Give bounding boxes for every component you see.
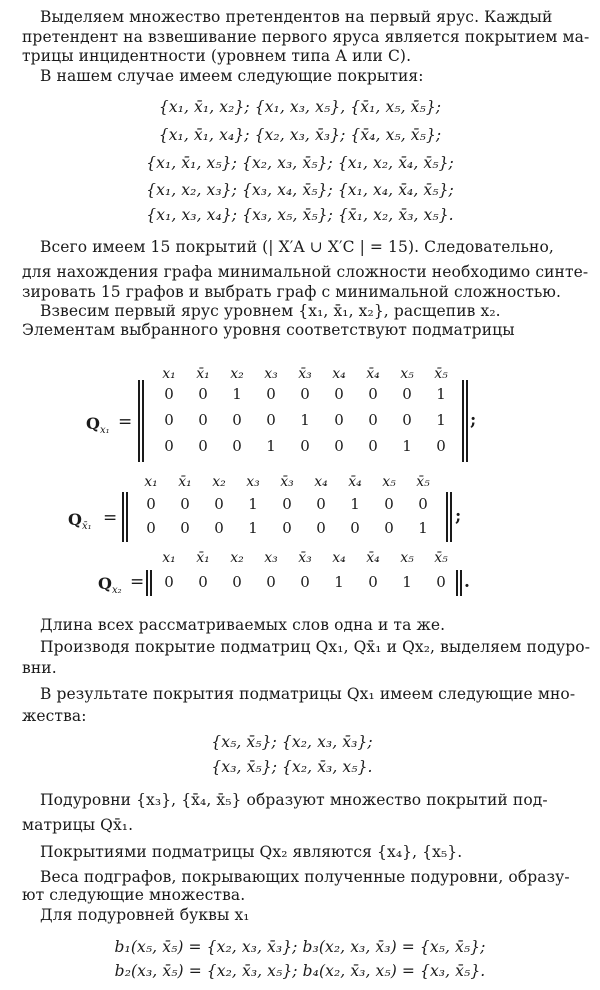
paragraph-line: Для подуровней буквы x₁ [40,906,250,924]
matrix-bracket-left [142,380,144,462]
subset-line: {x₃, x̄₅}; {x₂, x̄₃, x₅}. [211,758,373,776]
weight-formula-line: b₂(x₃, x̄₅) = {x₂, x̄₃, x₅}; b₄(x₂, x̄₃, x₅) = {x₃, x̄₅}. [114,962,486,980]
matrix-bracket-left [146,570,148,596]
paragraph-line: Покрытиями подматрицы Qx₂ являются {x₄}, {x₅}. [40,843,463,861]
paragraph-line: жества: [22,707,87,725]
equals-sign: = [130,572,145,592]
matrix-label-q-x1-bar: $Q_{x̄_1}$ [68,510,92,533]
matrix-label-q-x2: $Q_{x_2}$ [98,574,122,597]
cover-set-line: {x₁, x₃, x₄}; {x₃, x₅, x̄₅}; {x̄₁, x₂, x̄₃, x₅}. [146,206,454,224]
paragraph-line: трицы инцидентности (уровнем типа А или С). [22,47,412,65]
paragraph-line: Веса подграфов, покрывающих полученные подуровни, образу- [40,868,570,886]
matrix-bracket-left [126,492,128,542]
matrix-row: 0 0 0 1 0 0 0 1 0 [164,437,446,455]
paragraph-line: Подуровни {x₃}, {x̄₄, x̄₅} образуют множество покрытий под- [40,791,548,809]
paragraph-line: претендент на взвешивание первого яруса является покрытием ма- [22,28,590,46]
matrix-row: 0 0 0 1 0 0 0 0 1 [146,519,428,537]
paragraph-line: зировать 15 графов и выбрать граф с минимальной сложностью. [22,283,562,301]
matrix-label-q-x1: $Q_{x_1}$ [86,414,110,437]
matrix-bracket-right [450,492,452,542]
cover-set-line: {x₁, x̄₁, x₂}; {x₁, x₃, x₅}, {x̄₁, x₅, x̄₅}; [158,98,442,116]
matrix-punct: . [464,572,470,592]
paragraph-line: Взвесим первый ярус уровнем {x₁, x̄₁, x₂}, расщепив x₂. [40,302,501,320]
matrix-bracket-right [466,380,468,462]
cover-set-line: {x₁, x̄₁, x₅}; {x₂, x₃, x̄₅}; {x₁, x₂, x̄₄, x̄₅}; [146,154,454,172]
paragraph-line: Производя покрытие подматриц Qx₁, Qx̄₁ и Qx₂, выделяем подуро- [40,638,591,656]
matrix-bracket-right [460,570,462,596]
matrix-bracket-left [122,492,124,542]
matrix-column-header: x₁ x̄₁ x₂ x₃ x̄₃ x₄ x̄₄ x₅ x̄₅ [162,550,448,566]
paragraph-line: Выделяем множество претендентов на первый ярус. Каждый [40,8,553,26]
paragraph-line: вни. [22,659,57,677]
cover-set-line: {x₁, x₂, x₃}; {x₃, x₄, x̄₅}; {x₁, x₄, x̄₄, x̄₅}; [146,181,454,199]
subset-line: {x₅, x̄₅}; {x₂, x₃, x̄₃}; [211,733,373,751]
cover-set-line: {x₁, x̄₁, x₄}; {x₂, x₃, x̄₃}; {x̄₄, x₅, x̄₅}; [158,126,442,144]
paragraph-line: матрицы Qx̄₁. [22,816,134,834]
paragraph-line: В результате покрытия подматрицы Qx₁ имеем следующие мно- [40,685,576,703]
paragraph-line: для нахождения графа минимальной сложности необходимо синте- [22,263,589,281]
matrix-column-header: x₁ x̄₁ x₂ x₃ x̄₃ x₄ x̄₄ x₅ x̄₅ [162,366,448,382]
paragraph-line: Всего имеем 15 покрытий (| X′A ∪ X′C | = 15). Следовательно, [40,238,554,256]
matrix-bracket-right [456,570,458,596]
matrix-bracket-left [138,380,140,462]
matrix-punct: ; [470,410,477,430]
matrix-column-header: x₁ x̄₁ x₂ x₃ x̄₃ x₄ x̄₄ x₅ x̄₅ [144,474,430,490]
equals-sign: = [118,412,133,432]
matrix-row: 0 0 0 0 0 1 0 1 0 [164,573,446,591]
matrix-row: 0 0 0 1 0 0 1 0 0 [146,495,428,513]
weight-formula-line: b₁(x₅, x̄₅) = {x₂, x₃, x̄₃}; b₃(x₂, x₃, x̄₃) = {x₅, x̄₅}; [114,938,486,956]
paragraph-line: В нашем случае имеем следующие покрытия: [40,67,424,85]
paragraph-line: Длина всех рассматриваемых слов одна и та же. [40,616,446,634]
equals-sign: = [103,508,118,528]
paragraph-line: Элементам выбранного уровня соответствуют подматрицы [22,321,515,339]
matrix-row: 0 0 0 0 1 0 0 0 1 [164,411,446,429]
matrix-row: 0 0 1 0 0 0 0 0 1 [164,385,446,403]
paragraph-line: ют следующие множества. [22,886,246,904]
matrix-bracket-right [446,492,448,542]
matrix-punct: ; [455,506,462,526]
matrix-bracket-right [462,380,464,462]
